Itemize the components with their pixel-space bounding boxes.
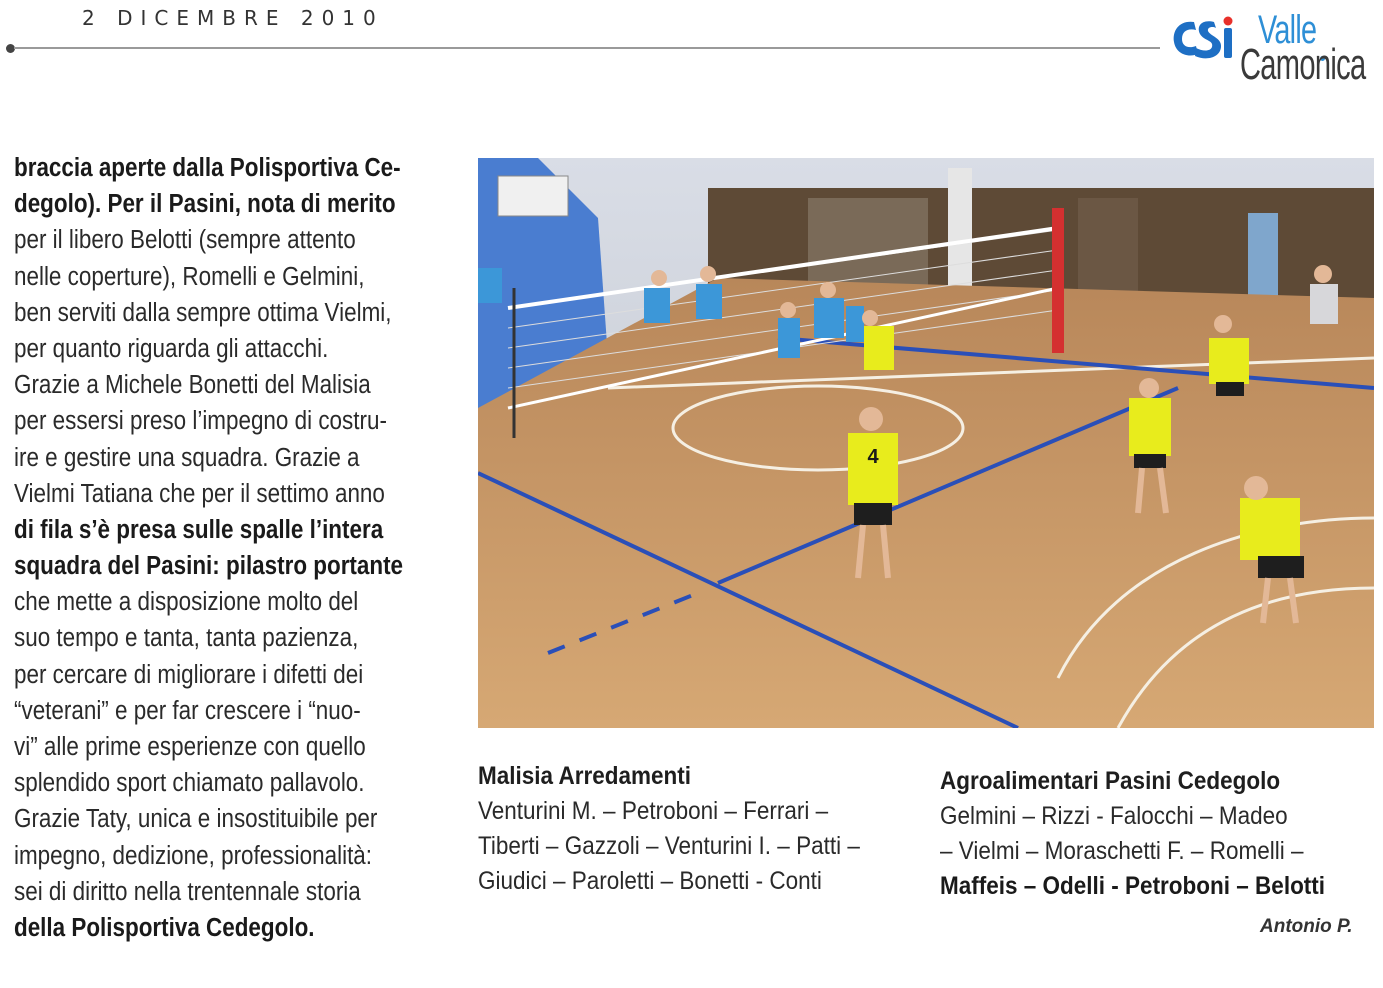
article-author: Antonio P. bbox=[1260, 916, 1353, 937]
article-text-line: ire e gestire una squadra. Grazie a bbox=[14, 443, 360, 472]
jersey-number: 4 bbox=[867, 446, 879, 468]
article-text-line: che mette a disposizione molto del bbox=[14, 588, 359, 617]
team-malisia-box bbox=[478, 758, 902, 899]
logo-text-camonica: Camonica bbox=[1240, 40, 1366, 89]
header-rule bbox=[14, 47, 1160, 49]
article-text-line: impegno, dedizione, professionalità: bbox=[14, 841, 373, 870]
article-text-line: Grazie a Michele Bonetti del Malisia bbox=[14, 371, 371, 400]
team-name-malisia: Malisia Arredamenti bbox=[478, 762, 692, 790]
article-text-line: per essersi preso l’impegno di costru- bbox=[14, 407, 387, 436]
issue-date: 2 DICEMBRE 2010 bbox=[82, 6, 384, 30]
article-text-line: sei di diritto nella trentennale storia bbox=[14, 877, 361, 906]
article-body bbox=[14, 150, 454, 946]
csi-valle-camonica-logo bbox=[1170, 8, 1375, 90]
team-roster-line: Gelmini – Rizzi - Falocchi – Madeo bbox=[940, 802, 1288, 830]
article-text-line: braccia aperte dalla Polisportiva Ce- bbox=[14, 154, 401, 182]
team-name-pasini: Agroalimentari Pasini Cedegolo bbox=[940, 767, 1281, 795]
article-text-line: della Polisportiva Cedegolo. bbox=[14, 913, 315, 942]
volleyball-match-photo bbox=[478, 158, 1374, 728]
volleyball-gym-illustration bbox=[478, 158, 1374, 728]
article-text-line: per cercare di migliorare i difetti dei bbox=[14, 660, 364, 689]
article-text-line: squadra del Pasini: pilastro portante bbox=[14, 552, 404, 581]
csi-logo-icon bbox=[1170, 16, 1238, 62]
team-pasini-box bbox=[940, 763, 1368, 904]
article-text-line: per quanto riguarda gli attacchi. bbox=[14, 334, 329, 363]
article-text-line: ben serviti dalla sempre ottima Vielmi, bbox=[14, 298, 392, 327]
article-text-line: Grazie Taty, unica e insostituibile per bbox=[14, 805, 378, 834]
article-text-line: splendido sport chiamato pallavolo. bbox=[14, 769, 365, 798]
team-roster-line: Giudici – Paroletti – Bonetti - Conti bbox=[478, 867, 822, 895]
article-text-line: vi” alle prime esperienze con quello bbox=[14, 733, 366, 761]
article-text-line: degolo). Per il Pasini, nota di merito bbox=[14, 190, 396, 219]
article-text-line: “veterani” e per far crescere i “nuo- bbox=[14, 696, 361, 725]
article-text-line: Vielmi Tatiana che per il settimo anno bbox=[14, 479, 385, 508]
article-text-line: suo tempo e tanta, tanta pazienza, bbox=[14, 624, 359, 653]
article-text-line: nelle coperture), Romelli e Gelmini, bbox=[14, 262, 365, 291]
team-roster-line: Venturini M. – Petroboni – Ferrari – bbox=[478, 797, 829, 825]
team-roster-line: Tiberti – Gazzoli – Venturini I. – Patti – bbox=[478, 832, 860, 860]
article-text-line: di fila s’è presa sulle spalle l’intera bbox=[14, 515, 384, 544]
article-text-line: per il libero Belotti (sempre attento bbox=[14, 226, 356, 255]
team-roster-line: – Vielmi – Moraschetti F. – Romelli – bbox=[940, 837, 1304, 865]
logo-text-valle: Valle bbox=[1258, 8, 1317, 52]
team-roster-line: Maffeis – Odelli - Petroboni – Belotti bbox=[940, 872, 1326, 900]
